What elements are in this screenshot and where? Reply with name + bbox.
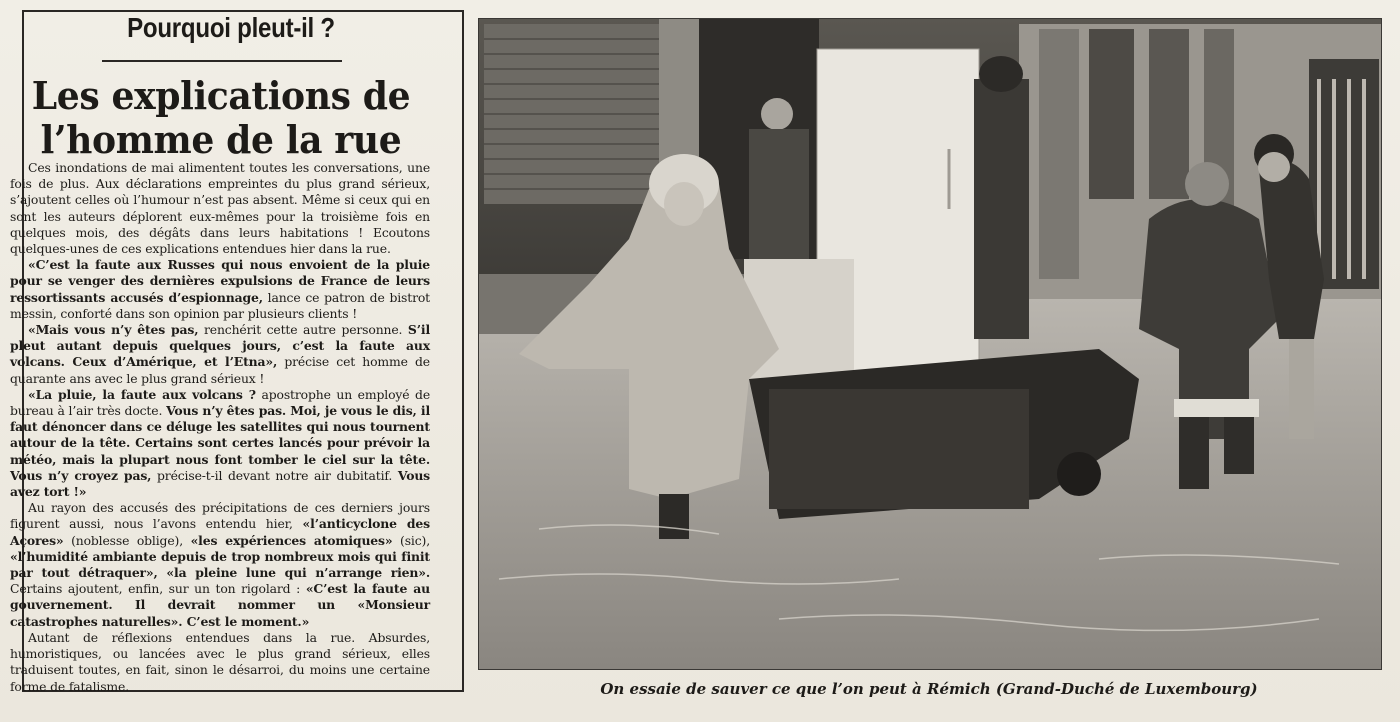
paragraph-2: [10, 257, 430, 322]
paragraph-5-text-a: Au rayon des accusés des précipitations de ces derniers jours figurent aussi, nous l’avons entendu hier,: [10, 500, 430, 532]
paragraph-3-text-a: renchérit cette autre personne.: [198, 322, 408, 338]
paragraph-4: [10, 387, 430, 500]
quote-humidite: «l’humidité ambiante depuis de trop nombreux mois qui finit par tout détraquer», «la pleine lune qui n’arrange rien».: [10, 548, 430, 581]
headline-line-1: Les explications de: [31, 73, 411, 118]
article-body: [10, 160, 430, 695]
paragraph-4-text-b: précise-t-il devant notre air dubitatif.: [151, 467, 398, 483]
paragraph-2-text: lance ce patron de bistrot messin, conforté dans son opinion par plusieurs clients !: [10, 289, 430, 321]
paragraph-3: [10, 322, 430, 387]
article-headline: [19, 74, 424, 162]
paragraph-5-text-e: (sic),: [392, 532, 430, 548]
paragraph-5-text-c: (noblesse oblige),: [63, 532, 191, 548]
quote-tort: Vous avez tort !»: [10, 467, 430, 500]
paragraph-3-text-b: précise cet homme de quarante ans avec le plus grand sérieux !: [10, 354, 430, 386]
paragraph-1: Ces inondations de mai alimentent toutes les conversations, une fois de plus. Aux déclarations empreintes du plus grand sérieux, s’ajoutent celles où l’humour n’est pas absent. Même si ceux qui en sont les auteurs déplorent eux-mêmes pour la troisième fois en quelques mois, des dégâts dans leurs habitations ! Ecoutons quelques-unes de ces explications entendues hier dans la rue.: [10, 160, 430, 257]
quote-acores: «l’anticyclone des Açores»: [10, 516, 430, 548]
quote-atomiques: «les expériences atomiques»: [190, 532, 393, 548]
photo-caption: On essaie de sauver ce que l’on peut à Rémich (Grand-Duché de Luxembourg): [600, 680, 1258, 698]
quote-volcans: S’il pleut autant depuis quelques jours, c’est la faute aux volcans. Ceux d’Amérique, et l’Etna»,: [10, 322, 430, 370]
paragraph-6: Autant de réflexions entendues dans la rue. Absurdes, humoristiques, ou lancées avec le plus grand sérieux, elles traduisent toutes, en fait, sinon le désarroi, du moins une certaine forme de fatalisme.: [10, 629, 430, 694]
flood-photo: [478, 18, 1382, 670]
kicker-underline: [102, 60, 342, 62]
quote-mais: «Mais vous n’y êtes pas,: [28, 322, 199, 338]
quote-satellites: Vous n’y êtes pas. Moi, je vous le dis, il faut dénoncer dans ce déluge les satellites qui nous tournent autour de la tête. Certains sont certes lancés pour prévoir la météo, mais la plupart nous font tomber le ciel sur la tête. Vous n’y croyez pas,: [10, 403, 431, 483]
paragraph-5: [10, 500, 430, 630]
paragraph-5-text-g: Certains ajoutent, enfin, sur un ton rigolard :: [10, 581, 306, 597]
quote-pluie: «La pluie, la faute aux volcans ?: [28, 386, 256, 402]
headline-line-2: l’homme de la rue: [40, 117, 402, 162]
quote-gouvernement: «C’est la faute au gouvernement. Il devrait nommer un «Monsieur catastrophes naturelles». C’est le moment.»: [10, 581, 430, 629]
paragraph-4-text-a: apostrophe un employé de bureau à l’air très docte.: [10, 386, 431, 419]
article-kicker: Pourquoi pleut-il ?: [127, 12, 335, 43]
flood-photo-illustration: [479, 19, 1381, 669]
quote-russes: «C’est la faute aux Russes qui nous envoient de la pluie pour se venger des dernières expulsions de France de leurs ressortissants accusés d’espionnage,: [10, 257, 430, 305]
